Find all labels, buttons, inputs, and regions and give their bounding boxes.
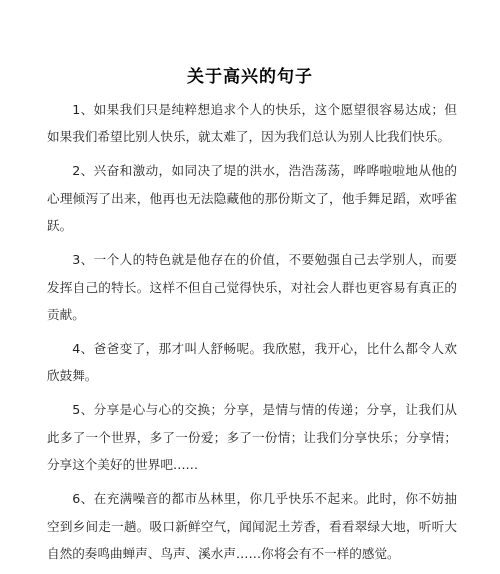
paragraph-5: 5、分享是心与心的交换；分享，是情与情的传递；分享，让我们从此多了一个世界，多了一份爱；多了一份情；让我们分享快乐；分享情；分享这个美好的世界吧……	[47, 402, 457, 473]
paragraph-2: 2、兴奋和激动，如同决了堤的洪水，浩浩荡荡，哗哗啦啦地从他的心理倾泻了出来，他再也无法隐藏他的那份斯文了，他手舞足蹈，欢呼雀跃。	[47, 163, 457, 234]
page-title: 关于高兴的句子	[187, 67, 313, 87]
paragraph-6: 6、在充满噪音的都市丛林里，你几乎快乐不起来。此时，你不妨抽空到乡间走一趟。吸口新鲜空气，闻闻泥土芳香，看看翠绿大地，听听大自然的奏鸣曲蝉声、鸟声、溪水声……你将会有不一样的感觉。	[47, 491, 457, 562]
document-body	[47, 96, 457, 574]
paragraph-1: 1、如果我们只是纯粹想追求个人的快乐，这个愿望很容易达成；但如果我们希望比别人快乐，就太难了，因为我们总认为别人比我们快乐。	[47, 102, 457, 145]
paragraph-4: 4、爸爸变了，那才叫人舒畅呢。我欣慰，我开心，比什么都令人欢欣鼓舞。	[47, 341, 457, 384]
paragraph-3: 3、一个人的特色就是他存在的价值，不要勉强自己去学别人，而要发挥自己的特长。这样不但自己觉得快乐，对社会人群也更容易有真正的贡献。	[47, 252, 457, 323]
